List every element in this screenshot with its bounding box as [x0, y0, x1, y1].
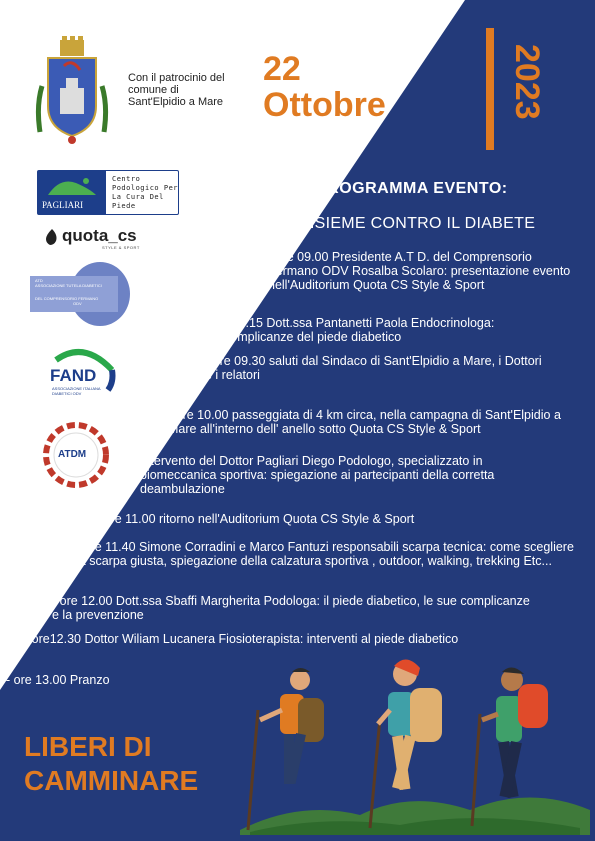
sponsor-text: [128, 72, 225, 108]
program-item: - ore 09.00 Presidente A.T D. del Comprensorio Fermano ODV Rosalba Scolaro: presentazione evento nell'Auditorium Quota CS Style & Sport: [268, 250, 571, 292]
program-item: Intervento del Dottor Pagliari Diego Podologo, specializzato in biomeccanica sportiva: spiegazione ai partecipanti della corretta deambulazione: [140, 454, 495, 496]
atd-line-1: ATD: [35, 278, 43, 283]
quota-cs-name: quota_cs: [62, 226, 137, 245]
atd-line-4: ODV: [73, 301, 82, 306]
fand-sub-2: DIABETICI ODV: [52, 391, 82, 396]
pagliari-logo: [37, 170, 179, 215]
atd-line-2: ASSOCIAZIONE TUTELA DIABETICI: [35, 283, 102, 288]
atd-logo: [30, 262, 130, 326]
program-item: - ore 10.00 passeggiata di 4 km circa, nella campagna di Sant'Elpidio a Mare all'interno dell' anello sotto Quota CS Style & Sport: [168, 408, 561, 436]
quota-cs-logo: [44, 226, 140, 250]
pagliari-desc-3: La Cura Del: [112, 193, 164, 201]
program-item: - ore 12.00 Dott.ssa Sbaffi Margherita Podologa: il piede diabetico, le sue complicanze e la prevenzione: [52, 594, 530, 622]
pagliari-description: [112, 175, 178, 211]
event-year: 2023: [508, 44, 546, 120]
program-item: - ore 11.40 Simone Corradini e Marco Fantuzi responsabili scarpa tecnica: come scegliere la scarpa giusta, spiegazione della calzatura sportiva , outdoor, walking, trekking Etc...: [76, 540, 574, 568]
program-item: - 09.15 Dott.ssa Pantanetti Paola Endocrinologa: complicanze del piede diabetico: [224, 316, 495, 344]
atd-text: [35, 278, 102, 306]
sponsor-line-2: comune di: [128, 84, 179, 96]
quota-cs-subtitle: STYLE & SPORT: [102, 245, 140, 250]
sponsor-line-1: Con il patrocinio del: [128, 72, 225, 84]
atd-line-3: DEL COMPRENSORIO FERMANO: [35, 296, 99, 301]
event-day: 22: [263, 50, 301, 88]
date-divider: [486, 28, 494, 150]
pagliari-desc-4: Piede: [112, 202, 136, 210]
slogan: [24, 730, 198, 798]
fand-sub-1: ASSOCIAZIONE ITALIANA: [52, 386, 101, 391]
hikers-illustration: [240, 650, 590, 835]
slogan-line-1: LIBERI DI: [24, 731, 152, 762]
pagliari-name: PAGLIARI: [42, 200, 84, 210]
fand-name: FAND: [50, 366, 97, 385]
flame-icon: [44, 229, 60, 245]
pagliari-badge: [38, 171, 106, 214]
program-item: - ore 13.00 Pranzo: [6, 673, 110, 687]
program-item: - ore 11.00 ritorno nell'Auditorium Quota CS Style & Sport: [96, 512, 415, 526]
pagliari-desc-1: Centro: [112, 175, 141, 183]
atdm-name: ATDM: [58, 449, 87, 460]
foot-icon: [46, 175, 98, 197]
program-item: - ore 09.30 saluti dal Sindaco di Sant'Elpidio a Mare, i Dottori e i relatori: [205, 354, 542, 382]
program-subtitle: INSIEME CONTRO IL DIABETE: [298, 215, 536, 232]
sponsor-line-3: Sant'Elpidio a Mare: [128, 96, 224, 108]
event-month: Ottobre: [263, 86, 386, 124]
pagliari-desc-2: Podologico Per: [112, 184, 179, 192]
fand-logo: [46, 346, 122, 404]
program-item: - ore12.30 Dottor Wiliam Lucanera Fiosioterapista: interventi al piede diabetico: [24, 632, 459, 646]
slogan-line-2: CAMMINARE: [24, 765, 199, 796]
fand-subtitle: [52, 386, 101, 396]
coat-of-arms-icon: [34, 36, 110, 148]
program-title: PROGRAMMA EVENTO:: [316, 180, 508, 197]
